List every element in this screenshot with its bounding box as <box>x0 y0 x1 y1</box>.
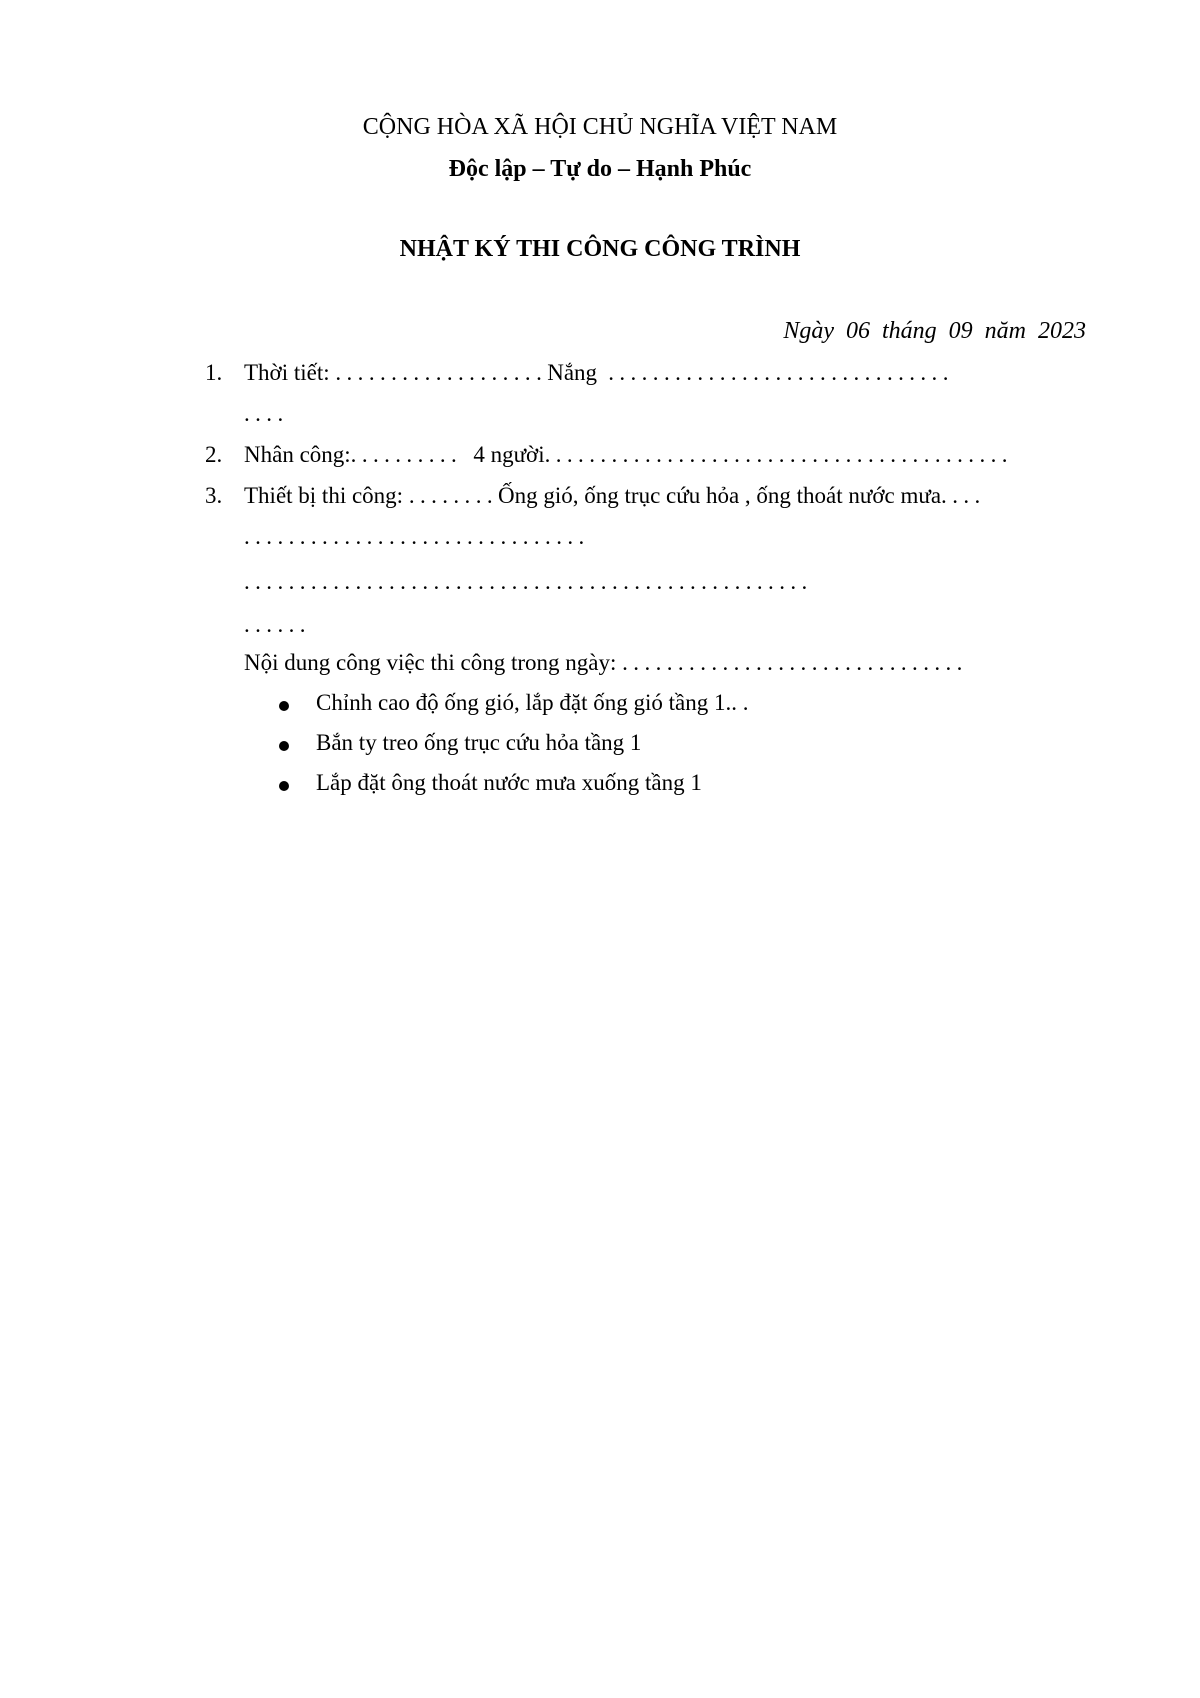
item-labor <box>244 442 1013 468</box>
date-line: Ngày 06 tháng 09 năm 2023 <box>783 318 1086 344</box>
item-weather-continuation: .... <box>244 401 289 426</box>
item-number-3: 3. <box>205 483 223 508</box>
item-equipment-label: Thiết bị thi công: <box>244 483 409 508</box>
national-motto: Độc lập – Tự do – Hạnh Phúc <box>448 156 752 182</box>
national-title: CỘNG HÒA XÃ HỘI CHỦ NGHĨA VIỆT NAM <box>362 114 838 140</box>
bullet-icon <box>279 741 289 751</box>
item-weather-dots-before: ................... <box>335 360 548 385</box>
item-weather-label: Thời tiết: <box>244 360 336 385</box>
item-labor-dots-before: .......... <box>350 442 474 467</box>
item-equipment-continuation-2: ................................................... <box>244 569 813 594</box>
task-item-3: Lắp đặt ông thoát nước mưa xuống tầng 1 <box>316 770 702 795</box>
item-labor-label: Nhân công: <box>244 442 351 467</box>
item-labor-dots-after: .......................................... <box>544 442 1013 467</box>
item-equipment <box>244 483 986 509</box>
item-number-1: 1. <box>205 360 223 385</box>
item-number-2: 2. <box>205 442 223 467</box>
work-content-heading <box>244 650 968 676</box>
item-labor-value: 4 người <box>473 442 545 467</box>
item-equipment-dots-after: .... <box>941 483 986 508</box>
bullet-icon <box>279 781 289 791</box>
work-content-heading-label: Nội dung công việc thi công trong ngày: <box>244 650 623 675</box>
item-weather <box>244 360 954 386</box>
task-item-2: Bắn ty treo ống trục cứu hỏa tầng 1 <box>316 730 642 755</box>
document-title: NHẬT KÝ THI CÔNG CÔNG TRÌNH <box>399 236 801 262</box>
item-weather-dots-after: ............................... <box>597 360 954 385</box>
item-equipment-continuation: ............................... <box>244 524 590 549</box>
bullet-icon <box>279 701 289 711</box>
task-item-1: Chỉnh cao độ ống gió, lắp đặt ống gió tầng 1.. . <box>316 690 749 715</box>
item-weather-value: Nắng <box>547 360 598 385</box>
item-equipment-value: Ống gió, ống trục cứu hỏa , ống thoát nước mưa <box>498 483 942 508</box>
item-equipment-dots-before: ........ <box>408 483 499 508</box>
item-equipment-continuation-3: ...... <box>244 612 311 637</box>
work-content-heading-dots: ............................... <box>622 650 968 675</box>
